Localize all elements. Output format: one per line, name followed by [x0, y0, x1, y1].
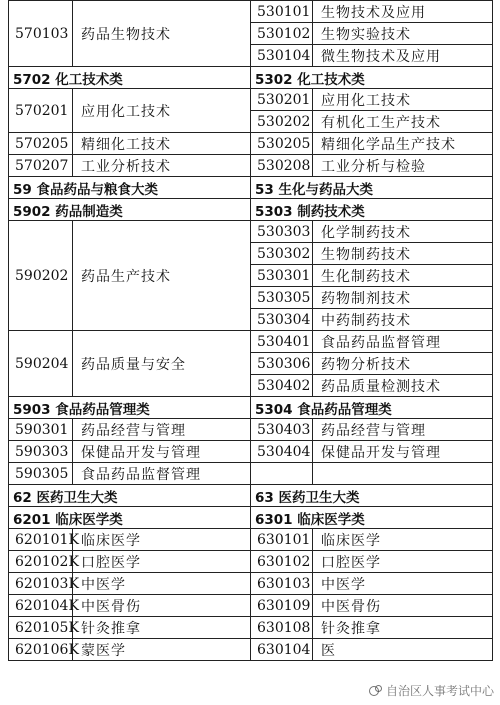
major-name: 针灸推拿	[73, 617, 251, 639]
major-name: 口腔医学	[313, 551, 493, 573]
major-code: 590303	[9, 441, 73, 463]
table-row	[9, 595, 493, 617]
major-name: 微生物技术及应用	[313, 45, 493, 67]
table-row	[9, 133, 493, 155]
major-name: 食品药品监督管理	[73, 463, 251, 485]
table-row	[9, 441, 493, 463]
major-code: 630102	[251, 551, 313, 573]
major-code: 630104	[251, 639, 313, 661]
major-name: 临床医学	[73, 529, 251, 551]
major-code: 620102K	[9, 551, 73, 573]
major-code: 530302	[251, 243, 313, 265]
table-row	[9, 1, 493, 23]
major-name: 工业分析与检验	[313, 155, 493, 177]
major-code: 530205	[251, 133, 313, 155]
major-code: 530201	[251, 89, 313, 111]
major-code: 530402	[251, 375, 313, 397]
category-header: 5303 制药技术类	[251, 199, 493, 221]
major-code: 530401	[251, 331, 313, 353]
major-code: 620105K	[9, 617, 73, 639]
major-code: 590204	[9, 331, 73, 397]
major-name: 精细化工技术	[73, 133, 251, 155]
table-row	[9, 221, 493, 243]
category-header: 6201 临床医学类	[9, 507, 251, 529]
major-name: 蒙医学	[73, 639, 251, 661]
major-name: 药品经营与管理	[313, 419, 493, 441]
table-row	[9, 89, 493, 111]
weibo-icon	[369, 685, 383, 697]
major-code: 620103K	[9, 573, 73, 595]
watermark	[369, 682, 494, 699]
table-row	[9, 155, 493, 177]
major-name: 生化制药技术	[313, 265, 493, 287]
major-name: 应用化工技术	[313, 89, 493, 111]
major-code: 530208	[251, 155, 313, 177]
major-name: 针灸推拿	[313, 617, 493, 639]
category-header: 6301 临床医学类	[251, 507, 493, 529]
table-row	[9, 419, 493, 441]
category-header-row	[9, 199, 493, 221]
major-name: 药品生产技术	[73, 221, 251, 331]
category-header: 62 医药卫生大类	[9, 485, 251, 507]
major-code: 530305	[251, 287, 313, 309]
major-code: 630101	[251, 529, 313, 551]
major-code: 620106K	[9, 639, 73, 661]
major-code: 590305	[9, 463, 73, 485]
major-name: 生物技术及应用	[313, 1, 493, 23]
major-code: 530303	[251, 221, 313, 243]
major-code: 530403	[251, 419, 313, 441]
major-name: 应用化工技术	[73, 89, 251, 133]
watermark-text: 自治区人事考试中心	[385, 684, 494, 698]
major-name: 食品药品监督管理	[313, 331, 493, 353]
table-row	[9, 639, 493, 661]
table-row	[9, 573, 493, 595]
major-code: 530301	[251, 265, 313, 287]
table-row	[9, 529, 493, 551]
major-code: 630103	[251, 573, 313, 595]
major-name: 药物制剂技术	[313, 287, 493, 309]
category-header-row	[9, 507, 493, 529]
table-row	[9, 463, 493, 485]
major-name: 生物制药技术	[313, 243, 493, 265]
major-name: 中药制药技术	[313, 309, 493, 331]
table-row	[9, 331, 493, 353]
major-code: 530404	[251, 441, 313, 463]
major-code: 570207	[9, 155, 73, 177]
major-code: 630109	[251, 595, 313, 617]
table-row	[9, 617, 493, 639]
major-code: 530202	[251, 111, 313, 133]
major-name: 口腔医学	[73, 551, 251, 573]
major-code: 530104	[251, 45, 313, 67]
major-name: 医	[313, 639, 493, 661]
table-row	[9, 551, 493, 573]
major-name: 保健品开发与管理	[73, 441, 251, 463]
major-name: 保健品开发与管理	[313, 441, 493, 463]
category-header: 5702 化工技术类	[9, 67, 251, 89]
category-header: 53 生化与药品大类	[251, 177, 493, 199]
major-code: 620101K	[9, 529, 73, 551]
major-code: 570205	[9, 133, 73, 155]
empty-cell	[251, 463, 313, 485]
major-name: 药物分析技术	[313, 353, 493, 375]
major-name: 中医学	[73, 573, 251, 595]
major-name: 有机化工生产技术	[313, 111, 493, 133]
category-header: 5304 食品药品管理类	[251, 397, 493, 419]
category-header-row	[9, 397, 493, 419]
category-header-row	[9, 177, 493, 199]
category-header: 63 医药卫生大类	[251, 485, 493, 507]
major-code: 590301	[9, 419, 73, 441]
major-code: 630108	[251, 617, 313, 639]
major-name: 药品质量检测技术	[313, 375, 493, 397]
major-name: 化学制药技术	[313, 221, 493, 243]
major-name: 生物实验技术	[313, 23, 493, 45]
category-header: 5903 食品药品管理类	[9, 397, 251, 419]
major-name: 中医学	[313, 573, 493, 595]
major-code: 570201	[9, 89, 73, 133]
major-code: 570103	[9, 1, 73, 67]
category-header: 5902 药品制造类	[9, 199, 251, 221]
major-code: 530306	[251, 353, 313, 375]
major-code: 530101	[251, 1, 313, 23]
major-name: 精细化学品生产技术	[313, 133, 493, 155]
major-name: 药品经营与管理	[73, 419, 251, 441]
category-header: 59 食品药品与粮食大类	[9, 177, 251, 199]
major-code: 530102	[251, 23, 313, 45]
major-name: 临床医学	[313, 529, 493, 551]
major-code: 620104K	[9, 595, 73, 617]
major-name: 中医骨伤	[313, 595, 493, 617]
major-name: 工业分析技术	[73, 155, 251, 177]
category-header-row	[9, 485, 493, 507]
category-header-row	[9, 67, 493, 89]
empty-cell	[313, 463, 493, 485]
major-name: 药品生物技术	[73, 1, 251, 67]
major-comparison-table	[8, 0, 493, 661]
major-name: 药品质量与安全	[73, 331, 251, 397]
major-name: 中医骨伤	[73, 595, 251, 617]
major-code: 590202	[9, 221, 73, 331]
major-code: 530304	[251, 309, 313, 331]
category-header: 5302 化工技术类	[251, 67, 493, 89]
